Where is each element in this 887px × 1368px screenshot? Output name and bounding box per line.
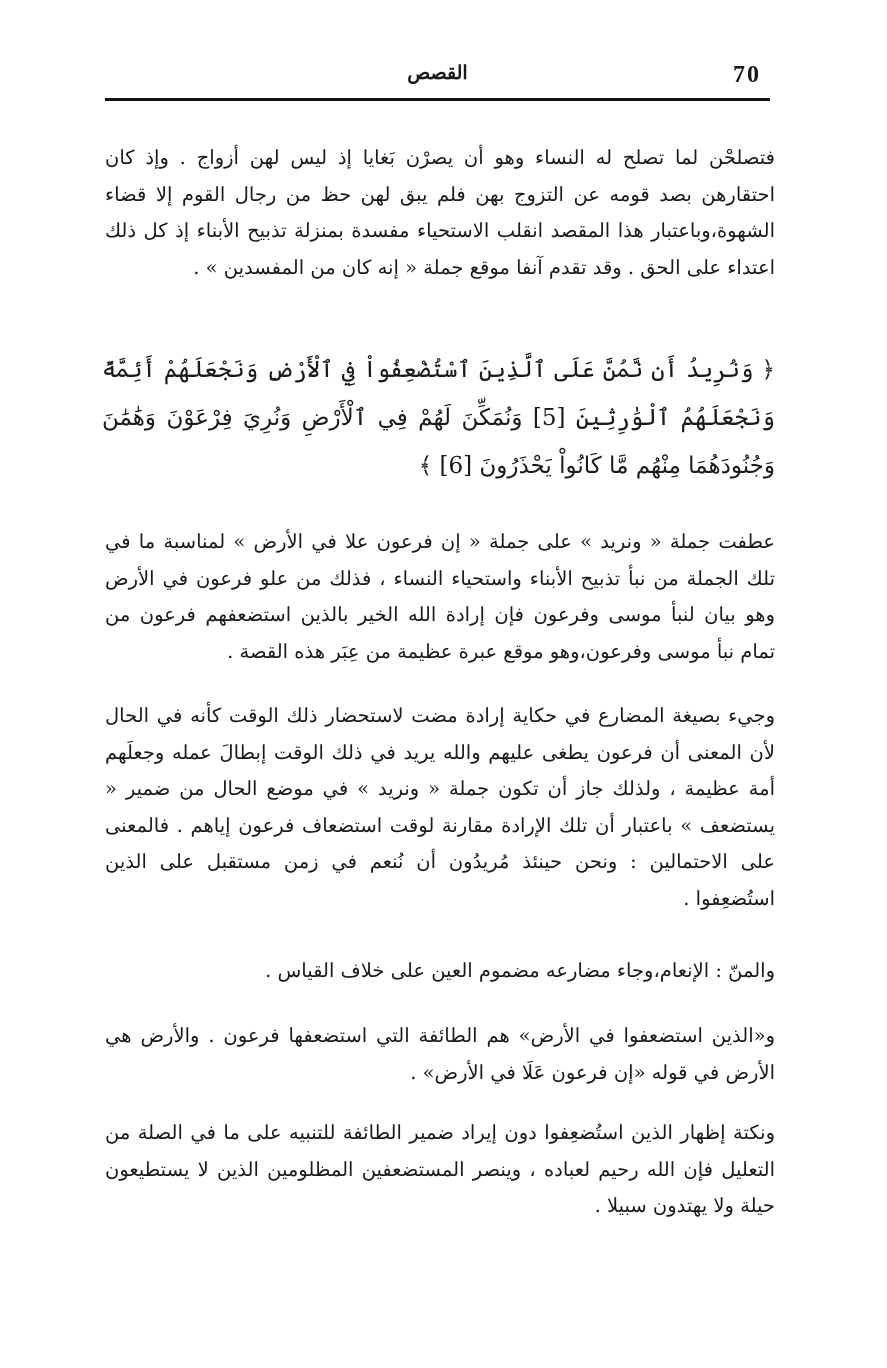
paragraph-text: ونكتة إظهار الذين استُضعِفوا دون إيراد ضمير الطائفة للتنبيه على ما في الصلة من التعليل فإن الله رحيم لعباده ، وينصر المستضعفين المظلومين الذين لا يستطيعون حيلة ولا يهتدون سبيلا .: [105, 1121, 775, 1217]
paragraph-5: [105, 1018, 775, 1091]
paragraph-6: [105, 1115, 775, 1225]
paragraph-text: وجيء بصيغة المضارع في حكاية إرادة مضت لاستحضار ذلك الوقت كأنه في الحال لأن المعنى أن فرعون يطغى عليهم والله يريد في ذلك الوقت إبطالَ عمله وجعلَهم أمة عظيمة ، ولذلك جاز أن تكون جملة « ونريد » في موضع الحال من ضمير « يستضعف » باعتبار أن تلك الإرادة مقارنة لوقت استضعاف فرعون إياهم . فالمعنى على الاحتمالين : ونحن حينئذ مُريدُون أن نُنعم في زمن مستقبل على الذين استُضعِفوا .: [105, 704, 775, 910]
page-number: 70: [733, 62, 761, 88]
paragraph-4: [105, 953, 775, 990]
paragraph-2: [105, 524, 775, 670]
paragraph-3: [105, 698, 775, 917]
paragraph-text: والمنّ : الإنعام،وجاء مضارعه مضموم العين على خلاف القياس .: [265, 959, 775, 982]
quran-verse: [102, 346, 775, 490]
paragraph-text: فتصلحْن لما تصلح له النساء وهو أن يصرْن بَغايا إذ ليس لهن أزواج . وإذ كان احتقارهن بصد قومه عن التزوج بهن فلم يبق لهن حظ من رجال القوم إلا قضاء الشهوة،وباعتبار هذا المقصد انقلب الاستحياء مفسدة بمنزلة تذبيح الأبناء إذ كل ذلك اعتداء على الحق . وقد تقدم آنفا موقع جملة « إنه كان من المفسدين » .: [105, 146, 775, 279]
header-rule: [105, 98, 770, 101]
paragraph-1: [105, 140, 775, 286]
paragraph-text: عطفت جملة « ونريد » على جملة « إن فرعون علا في الأرض » لمناسبة ما في تلك الجملة من نبأ تذبيح الأبناء واستحياء النساء ، فذلك من علو فرعون في الأرض وهو بيان لنبأ موسى وفرعون فإن إرادة الله الخير بالذين استضعفهم فرعون من تمام نبأ موسى وفرعون،وهو موقع عبرة عظيمة من عِبَر هذه القصة .: [105, 530, 775, 663]
verse-text: ﴿ وَنُرِيدُ أَن نَّمُنَّ عَلَى ٱلَّذِينَ ٱسْتُضْعِفُواْ فِي ٱلْأَرْضِ وَنَجْعَلَهُمْ أَئِمَّةً وَنَجْعَلَهُمُ ٱلْوَٰرِثِينَ [5] وَنُمَكِّنَ لَهُمْ فِي ٱلْأَرْضِ وَنُرِيَ فِرْعَوْنَ وَهَٰمَٰنَ وَجُنُودَهُمَا مِنْهُم مَّا كَانُواْ يَحْذَرُونَ [6] ﴾: [102, 357, 775, 479]
paragraph-text: و«الذين استضعفوا في الأرض» هم الطائفة التي استضعفها فرعون . والأرض هي الأرض في قوله «إن فرعون عَلَا في الأرض» .: [105, 1024, 775, 1084]
page-header: [105, 58, 770, 98]
running-title: القصص: [407, 62, 468, 84]
